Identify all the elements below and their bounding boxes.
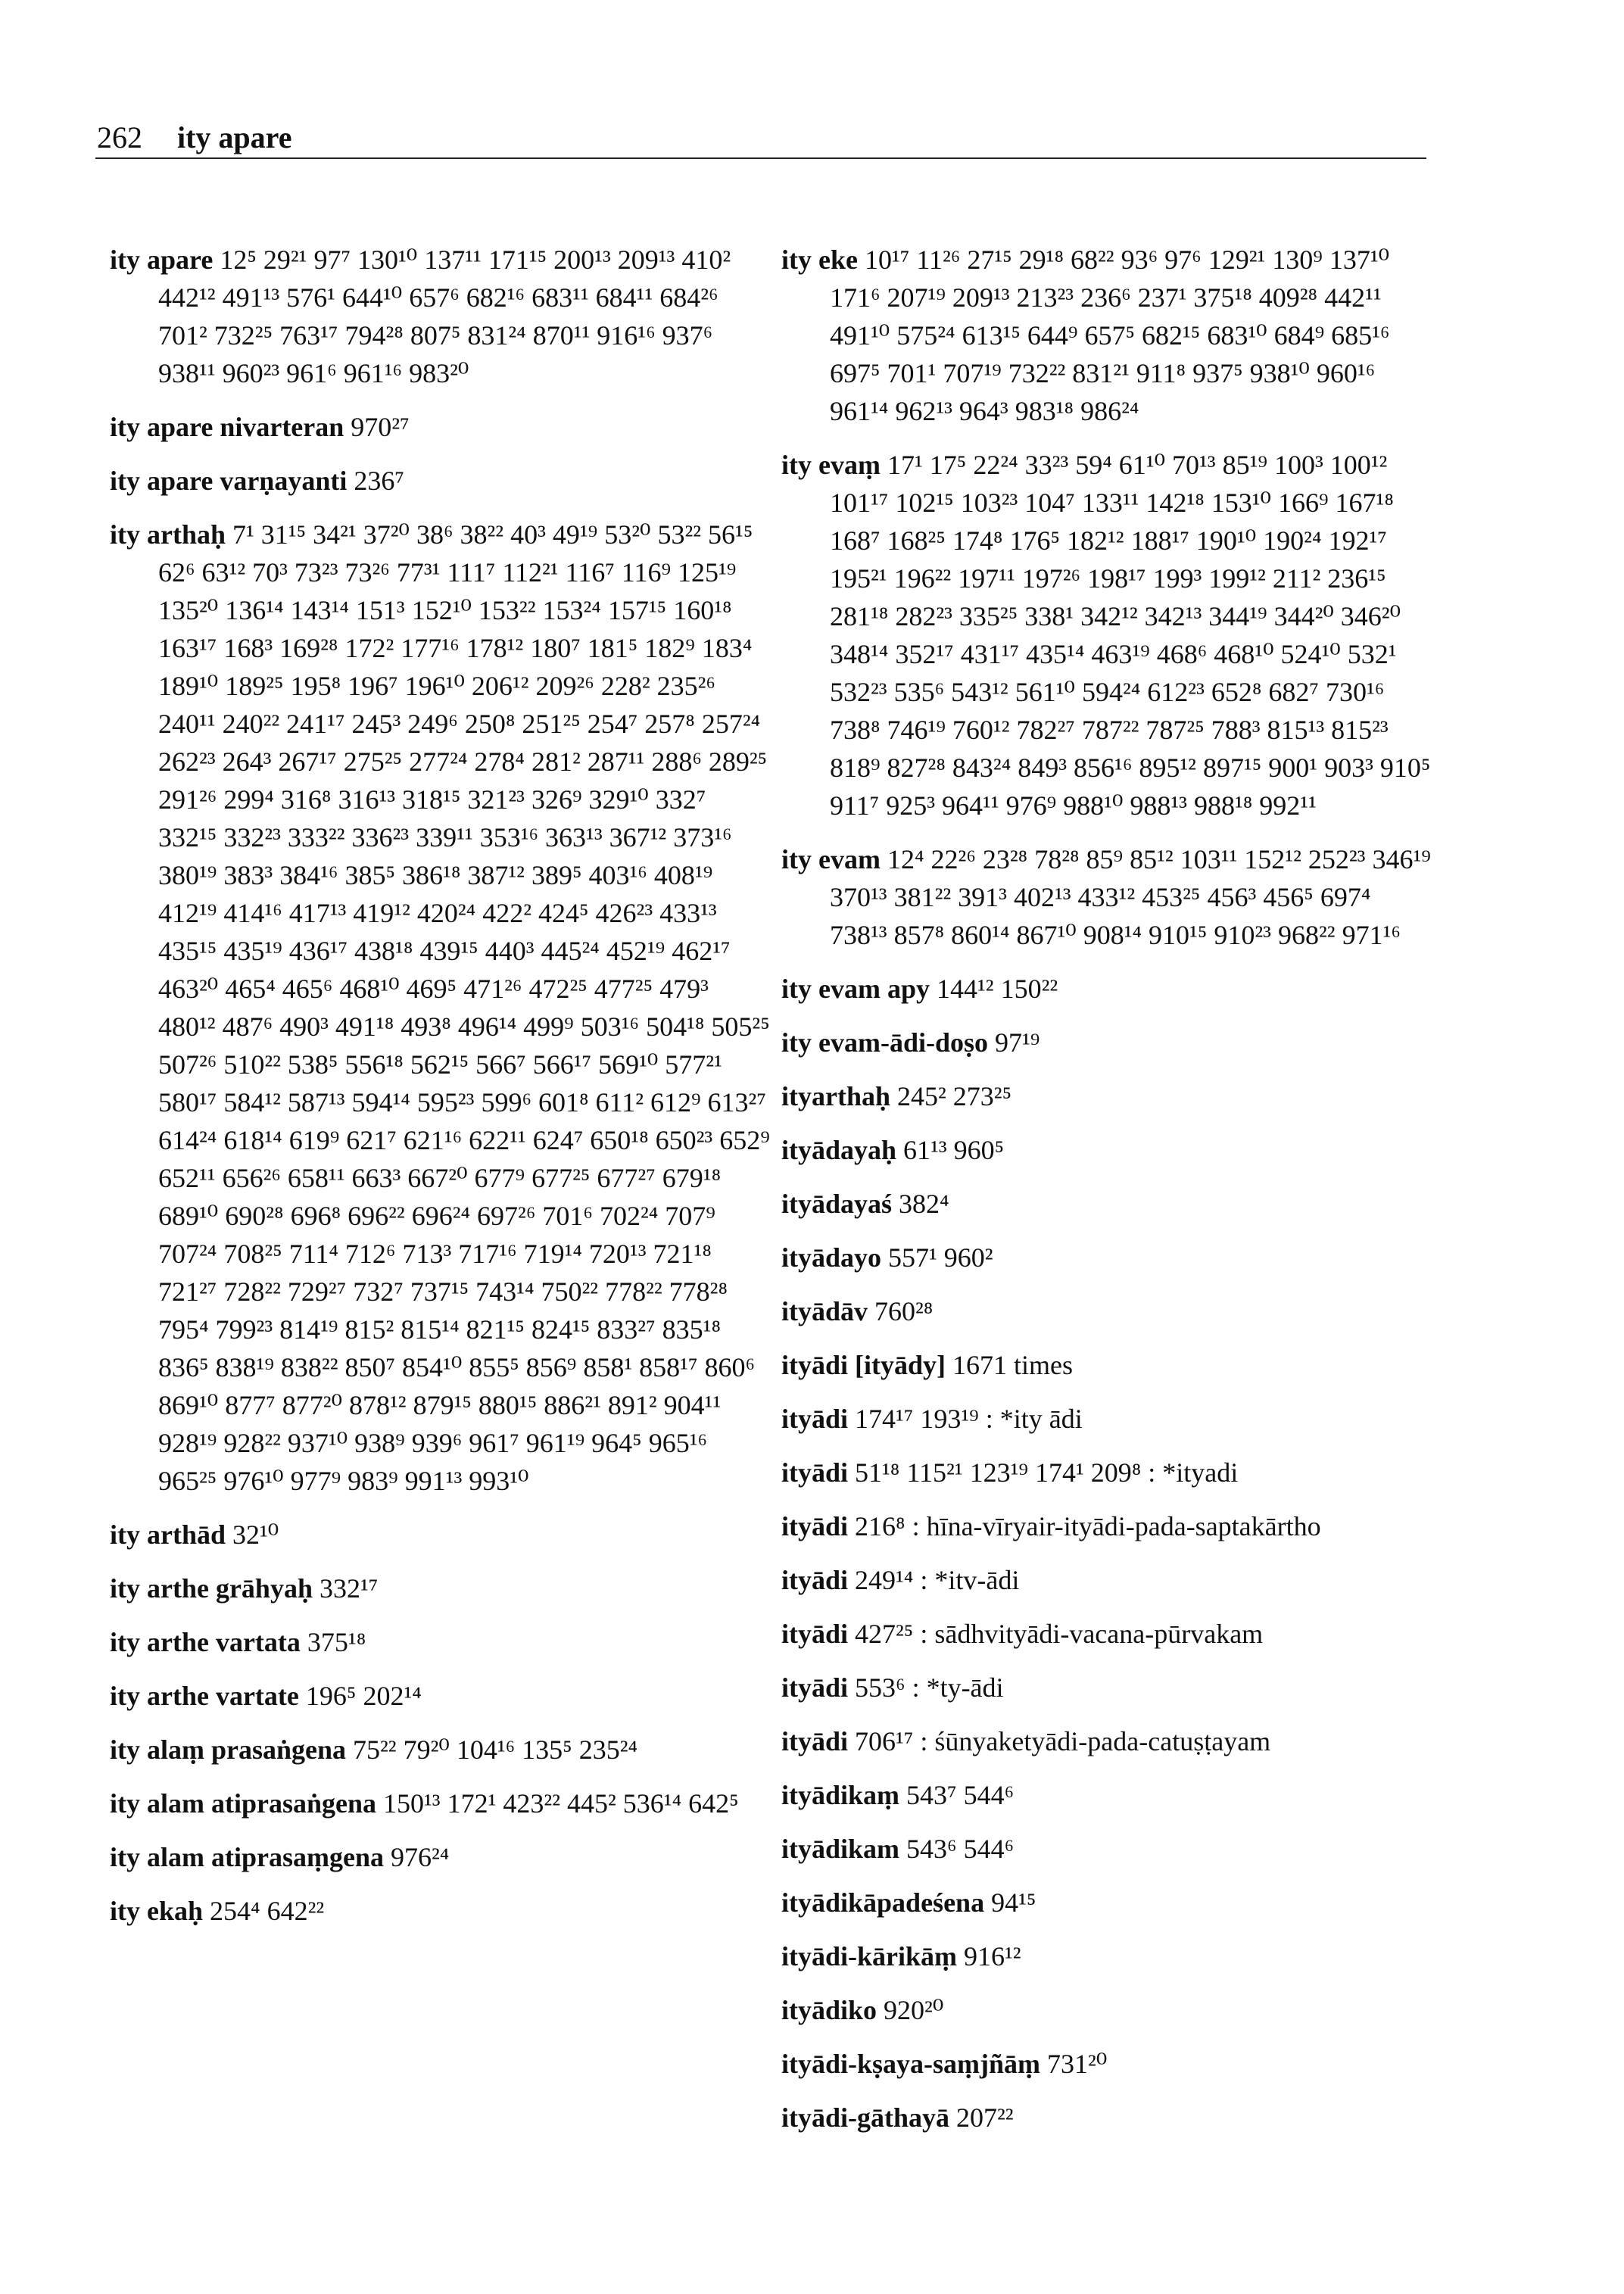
entry-headword: ityādi (781, 1457, 849, 1488)
index-entry (781, 1615, 1432, 1653)
entry-references: 245² 273²⁵ (897, 1081, 1012, 1111)
entry-headword: ity ekaḥ (110, 1896, 204, 1926)
entry-headword: ityādi-gāthayā (781, 2102, 950, 2133)
entry-headword: ityādi (781, 1565, 849, 1595)
entry-headword: ity arthe vartate (110, 1681, 299, 1711)
index-entry (781, 1937, 1432, 1975)
entry-references: 12⁴ 22²⁶ 23²⁸ 78²⁸ 85⁹ 85¹² 103¹¹ 152¹² 252²³ 346¹⁹ 370¹³ 381²² 391³ 402¹³ 433¹² 453²⁵ 456³ 456⁵ 697⁴ 738¹³ 857⁸ 860¹⁴ 867¹⁰ 908¹⁴ 910¹⁵ 910²³ 968²² 971¹⁶ (830, 844, 1431, 950)
index-entry (110, 1892, 770, 1930)
entry-headword: ity evaṃ (781, 450, 881, 480)
entry-references: 51¹⁸ 115²¹ 123¹⁹ 174¹ 209⁸ : *ityadi (855, 1457, 1239, 1488)
entry-headword: ity evam-ādi-doṣo (781, 1027, 988, 1058)
entry-references: 17¹ 17⁵ 22²⁴ 33²³ 59⁴ 61¹⁰ 70¹³ 85¹⁹ 100³ 100¹² 101¹⁷ 102¹⁵ 103²³ 104⁷ 133¹¹ 142¹⁸ 153¹⁰ 166⁹ 167¹⁸ 168⁷ 168²⁵ 174⁸ 176⁵ 182¹² 188¹⁷ 190¹⁰ 190²⁴ 192¹⁷ 195²¹ 196²² 197¹¹ 197²⁶ 198¹⁷ 199³ 199¹² 211² 236¹⁵ 281¹⁸ 282²³ 335²⁵ 338¹ 342¹² 342¹³ 344¹⁹ 344²⁰ 346²⁰ 348¹⁴ 352¹⁷ 431¹⁷ 435¹⁴ 463¹⁹ 468⁶ 468¹⁰ 524¹⁰ 532¹ 532²³ 535⁶ 543¹² 561¹⁰ 594²⁴ 612²³ 652⁸ 682⁷ 730¹⁶ 738⁸ 746¹⁹ 760¹² 782²⁷ 787²² 787²⁵ 788³ 815¹³ 815²³ 818⁹ 827²⁸ 843²⁴ 849³ 856¹⁶ 895¹² 897¹⁵ 900¹ 903³ 910⁵ 911⁷ 925³ 964¹¹ 976⁹ 988¹⁰ 988¹³ 988¹⁸ 992¹¹ (830, 450, 1431, 821)
index-entry (110, 1516, 770, 1554)
index-entry (781, 1776, 1432, 1814)
entry-headword: ityādi-kārikāṃ (781, 1941, 958, 1971)
entry-headword: ity arthe grāhyaḥ (110, 1573, 313, 1604)
entry-headword: ityādi (781, 1619, 849, 1649)
entry-references: 249¹⁴ : *itv-ādi (855, 1565, 1020, 1595)
entry-references: 236⁷ (354, 466, 404, 496)
entry-references: 332¹⁷ (319, 1573, 379, 1604)
index-entry (781, 1830, 1432, 1868)
entry-headword: ityādikam (781, 1834, 900, 1864)
index-entry (781, 1024, 1432, 1061)
index-entry (110, 1623, 770, 1661)
entry-headword: ity alam atiprasaṅgena (110, 1788, 377, 1819)
index-entry (110, 1838, 770, 1876)
entry-references: 382⁴ (899, 1189, 949, 1219)
header-rule (95, 157, 1426, 159)
index-entry (110, 516, 770, 1500)
index-entry (781, 1239, 1432, 1276)
index-entry (781, 1884, 1432, 1922)
entry-references: 10¹⁷ 11²⁶ 27¹⁵ 29¹⁸ 68²² 93⁶ 97⁶ 129²¹ 130⁹ 137¹⁰ 171⁶ 207¹⁹ 209¹³ 213²³ 236⁶ 237¹ 375¹⁸ 409²⁸ 442¹¹ 491¹⁰ 575²⁴ 613¹⁵ 644⁹ 657⁵ 682¹⁵ 683¹⁰ 684⁹ 685¹⁶ 697⁵ 701¹ 707¹⁹ 732²² 831²¹ 911⁸ 937⁵ 938¹⁰ 960¹⁶ 961¹⁴ 962¹³ 964³ 983¹⁸ 986²⁴ (830, 245, 1390, 426)
entry-references: 731²⁰ (1047, 2049, 1108, 2079)
entry-headword: ityādayo (781, 1242, 882, 1273)
entry-references: 75²² 79²⁰ 104¹⁶ 135⁵ 235²⁴ (353, 1735, 638, 1765)
entry-references: 254⁴ 642²² (210, 1896, 325, 1926)
entry-references: 144¹² 150²² (936, 974, 1058, 1004)
entry-headword: ityādayaś (781, 1189, 893, 1219)
index-entry (781, 1722, 1432, 1760)
index-entry (781, 2099, 1432, 2137)
page-header (97, 120, 291, 155)
entry-headword: ity eke (781, 245, 858, 275)
entry-references: 706¹⁷ : śūnyaketyādi-pada-catuṣṭayam (855, 1726, 1271, 1756)
entry-headword: ityādi (781, 1404, 849, 1434)
entry-headword: ity arthaḥ (110, 519, 226, 550)
entry-headword: ityādi-kṣaya-saṃjñāṃ (781, 2049, 1041, 2079)
index-entry (110, 1677, 770, 1715)
index-entry (781, 1400, 1432, 1438)
index-entry (110, 241, 770, 392)
index-entry (781, 1131, 1432, 1169)
right-column (781, 241, 1432, 2152)
entry-references: 7¹ 31¹⁵ 34²¹ 37²⁰ 38⁶ 38²² 40³ 49¹⁹ 53²⁰ 53²² 56¹⁵ 62⁶ 63¹² 70³ 73²³ 73²⁶ 77³¹ 111⁷ 112²¹ 116⁷ 116⁹ 125¹⁹ 135²⁰ 136¹⁴ 143¹⁴ 151³ 152¹⁰ 153²² 153²⁴ 157¹⁵ 160¹⁸ 163¹⁷ 168³ 169²⁸ 172² 177¹⁶ 178¹² 180⁷ 181⁵ 182⁹ 183⁴ 189¹⁰ 189²⁵ 195⁸ 196⁷ 196¹⁰ 206¹² 209²⁶ 228² 235²⁶ 240¹¹ 240²² 241¹⁷ 245³ 249⁶ 250⁸ 251²⁵ 254⁷ 257⁸ 257²⁴ 262²³ 264³ 267¹⁷ 275²⁵ 277²⁴ 278⁴ 281² 287¹¹ 288⁶ 289²⁵ 291²⁶ 299⁴ 316⁸ 316¹³ 318¹⁵ 321²³ 326⁹ 329¹⁰ 332⁷ 332¹⁵ 332²³ 333²² 336²³ 339¹¹ 353¹⁶ 363¹³ 367¹² 373¹⁶ 380¹⁹ 383³ 384¹⁶ 385⁵ 386¹⁸ 387¹² 389⁵ 403¹⁶ 408¹⁹ 412¹⁹ 414¹⁶ 417¹³ 419¹² 420²⁴ 422² 424⁵ 426²³ 433¹³ 435¹⁵ 435¹⁹ 436¹⁷ 438¹⁸ 439¹⁵ 440³ 445²⁴ 452¹⁹ 462¹⁷ 463²⁰ 465⁴ 465⁶ 468¹⁰ 469⁵ 471²⁶ 472²⁵ 477²⁵ 479³ 480¹² 487⁶ 490³ 491¹⁸ 493⁸ 496¹⁴ 499⁹ 503¹⁶ 504¹⁸ 505²⁵ 507²⁶ 510²² 538⁵ 556¹⁸ 562¹⁵ 566⁷ 566¹⁷ 569¹⁰ 577²¹ 580¹⁷ 584¹² 587¹³ 594¹⁴ 595²³ 599⁶ 601⁸ 611² 612⁹ 613²⁷ 614²⁴ 618¹⁴ 619⁹ 621⁷ 621¹⁶ 622¹¹ 624⁷ 650¹⁸ 650²³ 652⁹ 652¹¹ 656²⁶ 658¹¹ 663³ 667²⁰ 677⁹ 677²⁵ 677²⁷ 679¹⁸ 689¹⁰ 690²⁸ 696⁸ 696²² 696²⁴ 697²⁶ 701⁶ 702²⁴ 707⁹ 707²⁴ 708²⁵ 711⁴ 712⁶ 713³ 717¹⁶ 719¹⁴ 720¹³ 721¹⁸ 721²⁷ 728²² 729²⁷ 732⁷ 737¹⁵ 743¹⁴ 750²² 778²² 778²⁸ 795⁴ 799²³ 814¹⁹ 815² 815¹⁴ 821¹⁵ 824¹⁵ 833²⁷ 835¹⁸ 836⁵ 838¹⁹ 838²² 850⁷ 854¹⁰ 855⁵ 856⁹ 858¹ 858¹⁷ 860⁶ 869¹⁰ 877⁷ 877²⁰ 878¹² 879¹⁵ 880¹⁵ 886²¹ 891² 904¹¹ 928¹⁹ 928²² 937¹⁰ 938⁹ 939⁶ 961⁷ 961¹⁹ 964⁵ 965¹⁶ 965²⁵ 976¹⁰ 977⁹ 983⁹ 991¹³ 993¹⁰ (158, 519, 770, 1496)
index-entry (781, 970, 1432, 1008)
index-entry (781, 1292, 1432, 1330)
entry-references: 207²² (956, 2102, 1014, 2133)
index-entry (781, 446, 1432, 824)
index-entry (781, 1991, 1432, 2029)
entry-references: 61¹³ 960⁵ (903, 1135, 1005, 1165)
entry-references: 557¹ 960² (888, 1242, 993, 1273)
entry-references: 1671 times (952, 1350, 1074, 1380)
entry-headword: ityādikāpadeśena (781, 1887, 985, 1918)
entry-headword: ity arthe vartata (110, 1627, 301, 1657)
entry-headword: ityādi [ityādy] (781, 1350, 946, 1380)
entry-references: 32¹⁰ (232, 1519, 279, 1550)
entry-references: 920²⁰ (884, 1995, 944, 2025)
index-entry (781, 1507, 1432, 1545)
entry-headword: ity apare (110, 245, 214, 275)
entry-headword: ityādi (781, 1511, 849, 1541)
entry-headword: ity alam atiprasaṃgena (110, 1842, 384, 1872)
running-head: ity apare (177, 120, 292, 154)
index-entry (781, 1561, 1432, 1599)
entry-references: 970²⁷ (351, 412, 410, 442)
entry-headword: ityādāv (781, 1296, 868, 1326)
entry-references: 543⁷ 544⁶ (906, 1780, 1015, 1810)
entry-headword: ity alaṃ prasaṅgena (110, 1735, 347, 1765)
index-entry (781, 1077, 1432, 1115)
index-entry (781, 2045, 1432, 2083)
index-entry (110, 408, 770, 446)
entry-references: 97¹⁹ (995, 1027, 1040, 1058)
entry-references: 174¹⁷ 193¹⁹ : *ity ādi (855, 1404, 1083, 1434)
page-number: 262 (97, 120, 142, 154)
index-entry (781, 840, 1432, 954)
index-entry (781, 1185, 1432, 1223)
entry-references: 916¹² (964, 1941, 1021, 1971)
entry-headword: ityarthaḥ (781, 1081, 890, 1111)
entry-references: 12⁵ 29²¹ 97⁷ 130¹⁰ 137¹¹ 171¹⁵ 200¹³ 209¹³ 410² 442¹² 491¹³ 576¹ 644¹⁰ 657⁶ 682¹⁶ 683¹¹ 684¹¹ 684²⁶ 701² 732²⁵ 763¹⁷ 794²⁸ 807⁵ 831²⁴ 870¹¹ 916¹⁶ 937⁶ 938¹¹ 960²³ 961⁶ 961¹⁶ 983²⁰ (158, 245, 731, 388)
entry-headword: ityādi (781, 1726, 849, 1756)
entry-headword: ityādiko (781, 1995, 877, 2025)
entry-references: 375¹⁸ (307, 1627, 366, 1657)
entry-references: 427²⁵ : sādhvityādi-vacana-pūrvakam (855, 1619, 1264, 1649)
entry-references: 553⁶ : *ty-ādi (855, 1672, 1004, 1703)
index-entry (110, 462, 770, 500)
entry-headword: ityādayaḥ (781, 1135, 897, 1165)
entry-references: 976²⁴ (390, 1842, 450, 1872)
entry-headword: ity evam apy (781, 974, 930, 1004)
entry-references: 150¹³ 172¹ 423²² 445² 536¹⁴ 642⁵ (383, 1788, 739, 1819)
index-entry (781, 1454, 1432, 1491)
entry-headword: ity apare varṇayanti (110, 466, 348, 496)
index-entry (110, 1569, 770, 1607)
index-entry (110, 1731, 770, 1769)
entry-references: 94¹⁵ (991, 1887, 1036, 1918)
entry-references: 760²⁸ (874, 1296, 934, 1326)
entry-references: 543⁶ 544⁶ (906, 1834, 1015, 1864)
index-entry (781, 1346, 1432, 1384)
index-entry (781, 241, 1432, 430)
index-entry (110, 1784, 770, 1822)
entry-headword: ity evam (781, 844, 881, 874)
entry-references: 196⁵ 202¹⁴ (305, 1681, 422, 1711)
entry-headword: ityādi (781, 1672, 849, 1703)
entry-headword: ity arthād (110, 1519, 226, 1550)
entry-references: 216⁸ : hīna-vīryair-ityādi-pada-saptakārtho (855, 1511, 1321, 1541)
left-column (110, 241, 770, 1946)
index-entry (781, 1669, 1432, 1706)
entry-headword: ity apare nivarteran (110, 412, 344, 442)
entry-headword: ityādikaṃ (781, 1780, 900, 1810)
